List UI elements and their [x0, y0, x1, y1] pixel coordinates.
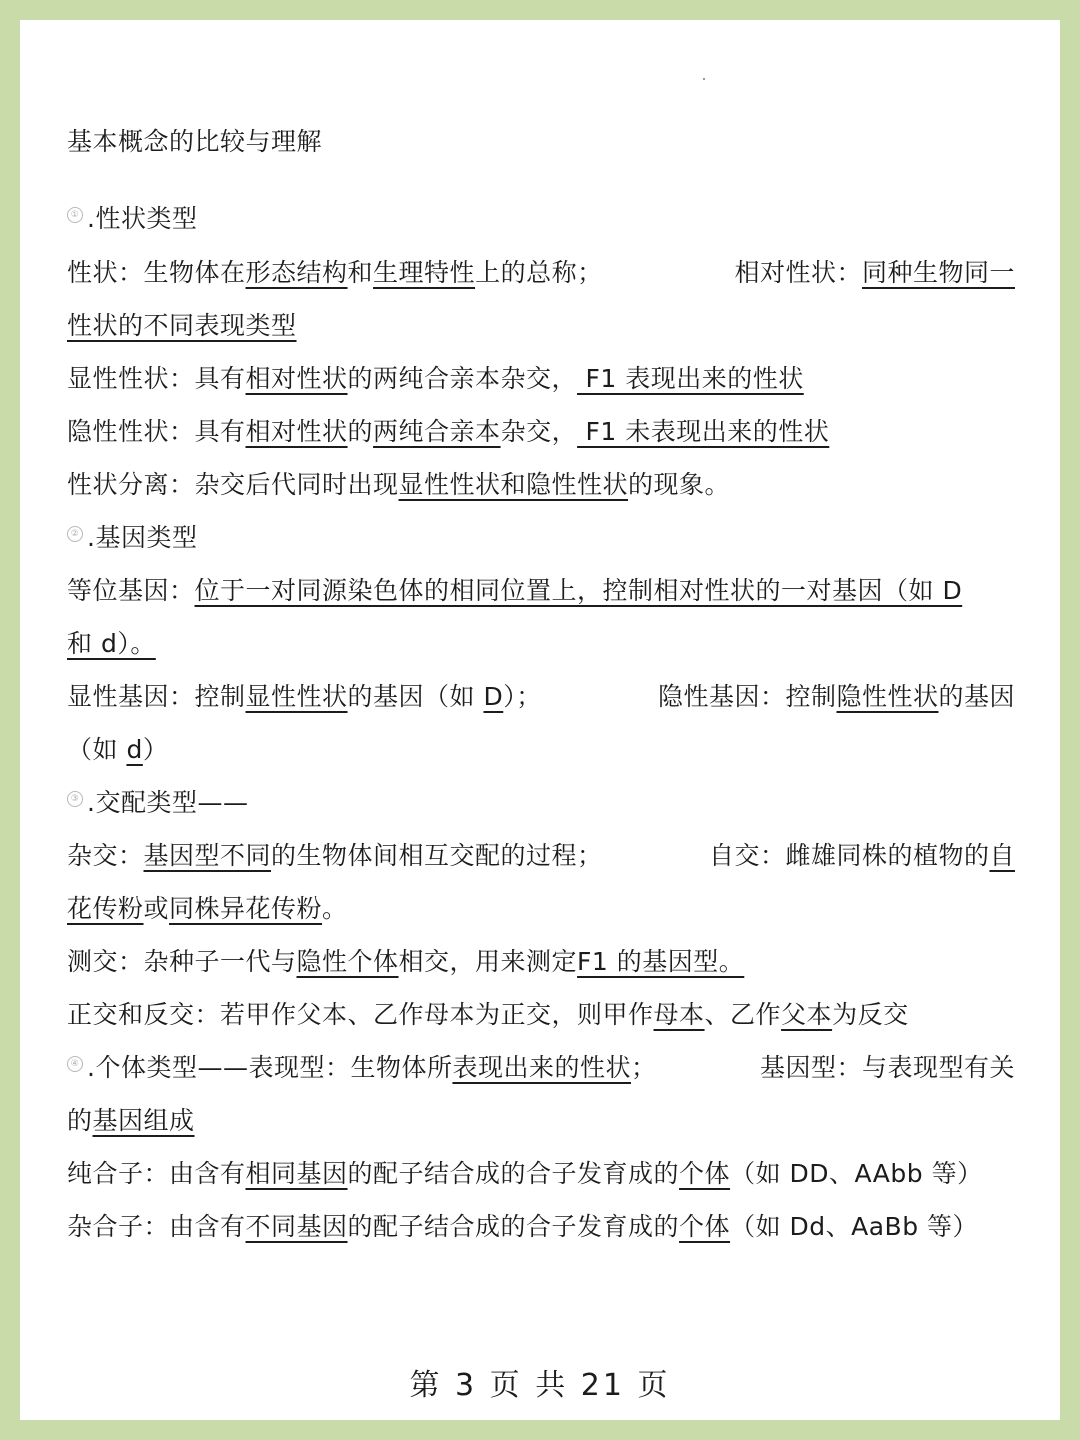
section-heading-2: ② .基因类型	[67, 521, 197, 555]
page-title: 基本概念的比较与理解	[67, 127, 323, 156]
line-homozygote: 纯合子：由含有相同基因的配子结合成的合子发育成的个体（如 DD、AAbb 等）	[67, 1159, 983, 1188]
line-trait-segregation: 性状分离：杂交后代同时出现显性性状和隐性性状的现象。	[67, 470, 731, 499]
page-number-footer: 第 3 页 共 21 页	[409, 1368, 671, 1403]
document-page	[20, 20, 1060, 1420]
circled-number-2: ②	[67, 526, 83, 542]
circled-number-4: ④	[67, 1056, 83, 1072]
line-cross-cont: 花传粉或同株异花传粉。	[67, 894, 348, 923]
line-reciprocal-cross: 正交和反交：若甲作父本、乙作母本为正交，则甲作母本、乙作父本为反交	[67, 1000, 909, 1029]
line-recessive-trait: 隐性性状：具有相对性状的两纯合亲本杂交， F1 未表现出来的性状	[67, 417, 830, 446]
speck-mark	[703, 78, 705, 80]
section-heading-3: ③ .交配类型——	[67, 786, 248, 820]
line-allele: 等位基因：位于一对同源染色体的相同位置上，控制相对性状的一对基因（如 D	[67, 576, 963, 605]
line-dominant-gene-cont: （如 d）	[67, 735, 169, 764]
line-test-cross: 测交：杂种子一代与隐性个体相交，用来测定F1 的基因型。	[67, 947, 745, 976]
line-dominant-gene: 显性基因：控制显性性状的基因（如 D）； 隐性基因：控制隐性性状的基因	[67, 682, 1015, 711]
line-trait-definition: 性状：生物体在形态结构和生理特性上的总称； 相对性状：同种生物同一	[67, 258, 1015, 287]
section-heading-4: ④ .个体类型——表现型：生物体所表现出来的性状； 基因型：与表现型有关	[67, 1051, 1015, 1085]
circled-number-3: ③	[67, 791, 83, 807]
line-heterozygote: 杂合子：由含有不同基因的配子结合成的合子发育成的个体（如 Dd、AaBb 等）	[67, 1212, 979, 1241]
line-trait-definition-cont: 性状的不同表现类型	[67, 311, 297, 340]
line-allele-cont: 和 d）。	[67, 629, 156, 658]
circled-number-1: ①	[67, 207, 83, 223]
line-cross: 杂交：基因型不同的生物体间相互交配的过程； 自交：雌雄同株的植物的自	[67, 841, 1015, 870]
section-heading-1: ① .性状类型	[67, 202, 197, 236]
line-dominant-trait: 显性性状：具有相对性状的两纯合亲本杂交， F1 表现出来的性状	[67, 364, 804, 393]
section-heading-4-cont: 的基因组成	[67, 1106, 195, 1135]
